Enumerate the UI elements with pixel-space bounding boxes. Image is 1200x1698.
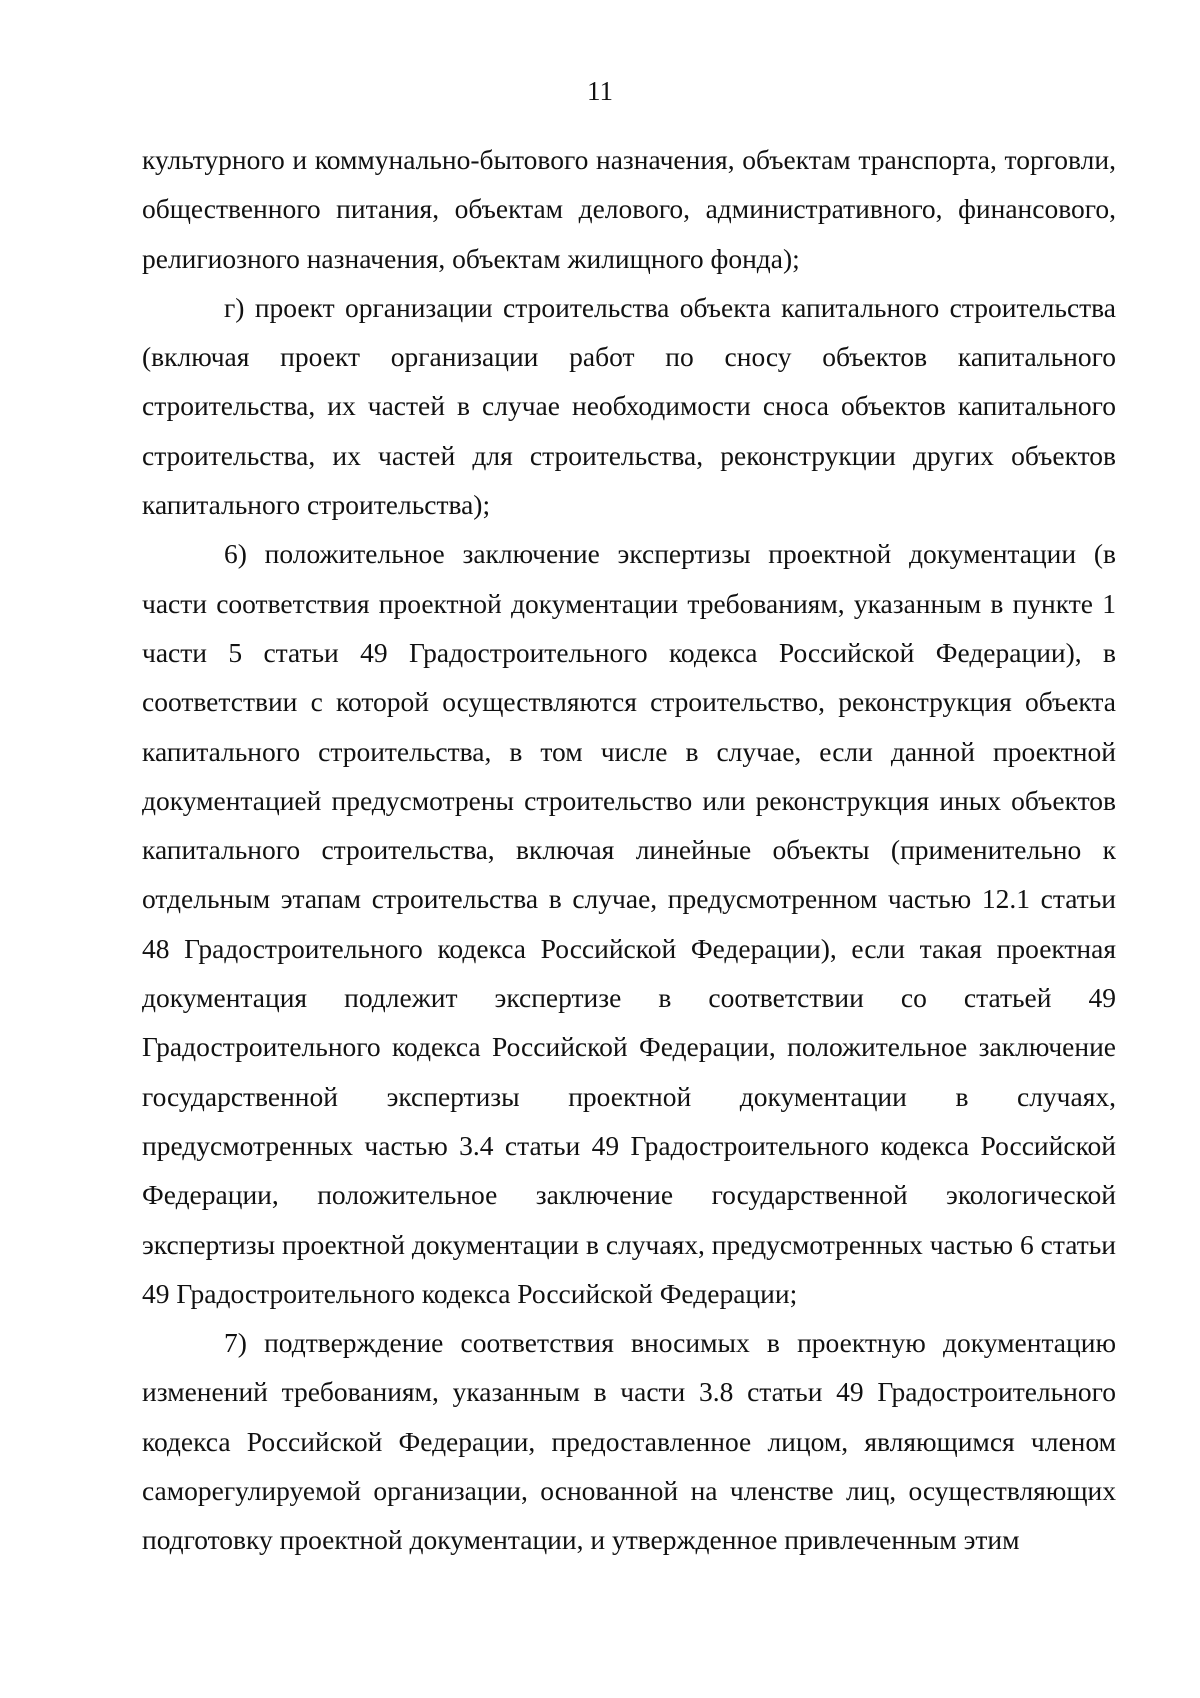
paragraph-item-6: 6) положительное заключение экспертизы проектной документации (в части соответствия проектной документации требованиям, указанным в пункте 1 части 5 статьи 49 Градостроительного кодекса Российской Федерации), в соответствии с которой осуществляются строительство, реконструкция объекта капитального строительства, в том числе в случае, если данной проектной документацией предусмотрены строительство или реконструкция иных объектов капитального строительства, включая линейные объекты (применительно к отдельным этапам строительства в случае, предусмотренном частью 12.1 статьи 48 Градостроительного кодекса Российской Федерации), если такая проектная документация подлежит экспертизе в соответствии со статьей 49 Градостроительного кодекса Российской Федерации, положительное заключение государственной экспертизы проектной документации в случаях, предусмотренных частью 3.4 статьи 49 Градостроительного кодекса Российской Федерации, положительное заключение государственной экологической экспертизы проектной документации в случаях, предусмотренных частью 6 статьи 49 Градостроительного кодекса Российской Федерации; — [142, 538, 1116, 1309]
document-body — [142, 135, 1116, 1565]
paragraph-continuation: культурного и коммунально-бытового назначения, объектам транспорта, торговли, общественного питания, объектам делового, административного, финансового, религиозного назначения, объектам жилищного фонда); — [142, 144, 1116, 274]
page-number: 11 — [587, 76, 613, 106]
paragraph-item-7: 7) подтверждение соответствия вносимых в проектную документацию изменений требованиям, указанным в части 3.8 статьи 49 Градостроительного кодекса Российской Федерации, предоставленное лицом, являющимся членом саморегулируемой организации, основанной на членстве лиц, осуществляющих подготовку проектной документации, и утвержденное привлеченным этим — [142, 1327, 1116, 1556]
paragraph-item-g: г) проект организации строительства объекта капитального строительства (включая проект организации работ по сносу объектов капитального строительства, их частей в случае необходимости сноса объектов капитального строительства, их частей для строительства, реконструкции других объектов капитального строительства); — [142, 291, 1116, 521]
